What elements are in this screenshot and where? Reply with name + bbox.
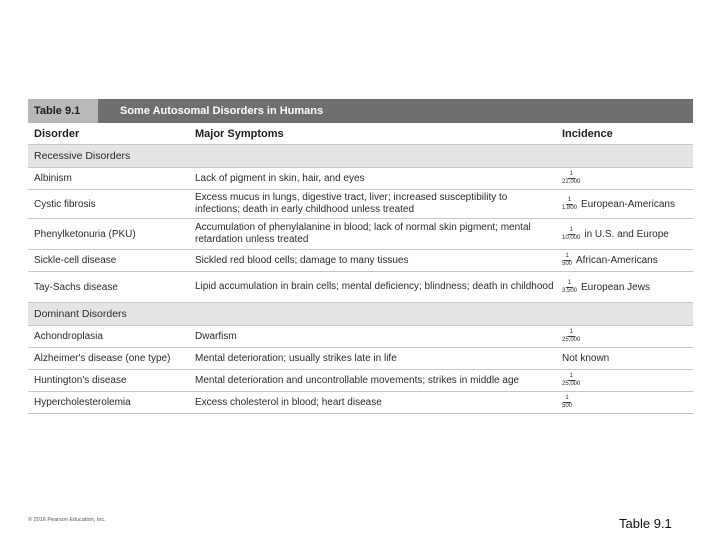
incidence-fraction: [562, 329, 580, 344]
fraction-numerator: 1: [569, 329, 573, 335]
incidence-fraction: [562, 171, 580, 186]
disorder-name: Huntington's disease: [34, 375, 127, 386]
incidence-cell: [562, 280, 693, 295]
section-header-dominant: Dominant Disorders: [28, 302, 693, 325]
fraction-numerator: 1: [567, 279, 572, 286]
fraction-numerator: 1: [565, 395, 569, 401]
table-row: [28, 271, 693, 302]
disorder-name: Sickle-cell disease: [34, 255, 117, 266]
symptoms-text: Mental deterioration and uncontrollable movements; strikes in middle age: [195, 374, 520, 386]
fraction-numerator: 1: [569, 226, 573, 233]
table-number: Table 9.1: [28, 99, 98, 123]
incidence-population: African-Americans: [576, 255, 658, 266]
incidence-fraction: [562, 373, 580, 388]
section-header-recessive: Recessive Disorders: [28, 144, 693, 167]
fraction-denominator: 1,800: [562, 204, 578, 211]
symptoms-text: Accumulation of phenylalanine in blood; lack of normal skin pigment; mental retardation unless treated: [195, 222, 531, 245]
incidence-cell: [562, 329, 693, 344]
incidence-fraction: [562, 253, 572, 268]
slide-caption: Table 9.1: [619, 516, 672, 531]
table-row: [28, 218, 693, 249]
incidence-cell: [562, 227, 693, 242]
incidence-population: Not known: [562, 353, 610, 364]
symptoms-text: Mental deterioration; usually strikes late in life: [195, 352, 397, 364]
incidence-cell: [562, 171, 693, 186]
incidence-cell: [562, 253, 693, 268]
table-title: Some Autosomal Disorders in Humans: [120, 105, 324, 117]
symptoms-text: Excess cholesterol in blood; heart disease: [195, 396, 382, 408]
fraction-numerator: 1: [569, 373, 573, 379]
incidence-cell: [562, 373, 693, 388]
column-header-disorder: Disorder: [34, 127, 80, 140]
fraction-denominator: 500: [562, 403, 573, 409]
table-row: [28, 369, 693, 391]
disorder-name: Achondroplasia: [34, 331, 103, 342]
fraction-denominator: 3,500: [562, 287, 578, 294]
incidence-population: in U.S. and Europe: [584, 228, 669, 240]
fraction-numerator: 1: [567, 196, 572, 203]
disorder-name: Alzheimer's disease (one type): [34, 353, 171, 364]
incidence-cell: [562, 353, 693, 364]
symptoms-text: Lipid accumulation in brain cells; mental deficiency; blindness; death in childhood: [195, 281, 554, 292]
incidence-fraction: [562, 227, 580, 242]
incidence-fraction: [562, 280, 577, 295]
fraction-numerator: 1: [569, 171, 573, 177]
fraction-denominator: 25,000: [562, 381, 581, 387]
autosomal-disorders-table: [28, 99, 693, 414]
symptoms-text: Sickled red blood cells; damage to many tissues: [195, 254, 409, 266]
incidence-fraction: [562, 395, 572, 410]
copyright-notice: © 2016 Pearson Education, Inc.: [28, 517, 106, 523]
incidence-population: European Jews: [581, 281, 650, 293]
fraction-denominator: 10,000: [562, 234, 581, 241]
disorder-name: Hypercholesterolemia: [34, 397, 131, 408]
disorder-name: Albinism: [34, 173, 72, 184]
disorder-name: Phenylketonuria (PKU): [34, 228, 136, 240]
table-title-bar: [28, 99, 693, 123]
column-header-incidence: Incidence: [562, 127, 613, 140]
disorder-name: Cystic fibrosis: [34, 198, 96, 210]
symptoms-text: Lack of pigment in skin, hair, and eyes: [195, 172, 365, 184]
incidence-population: European-Americans: [581, 198, 675, 210]
table-row: [28, 325, 693, 347]
disorder-name: Tay-Sachs disease: [34, 281, 118, 293]
fraction-denominator: 22,000: [562, 179, 581, 185]
column-header-symptoms: Major Symptoms: [195, 127, 284, 140]
incidence-cell: [562, 197, 693, 212]
table-row: [28, 189, 693, 218]
fraction-numerator: 1: [565, 253, 569, 259]
table-row: [28, 391, 693, 413]
table-row: [28, 167, 693, 189]
incidence-fraction: [562, 197, 577, 212]
table-row: [28, 249, 693, 271]
fraction-denominator: 500: [562, 261, 573, 267]
symptoms-text: Excess mucus in lungs, digestive tract, liver; increased susceptibility to infections; death in early childhood unless treated: [195, 192, 508, 215]
symptoms-text: Dwarfism: [195, 330, 237, 342]
column-header-row: [28, 123, 693, 144]
table-row: [28, 347, 693, 369]
incidence-cell: [562, 395, 693, 410]
fraction-denominator: 25,000: [562, 337, 581, 343]
